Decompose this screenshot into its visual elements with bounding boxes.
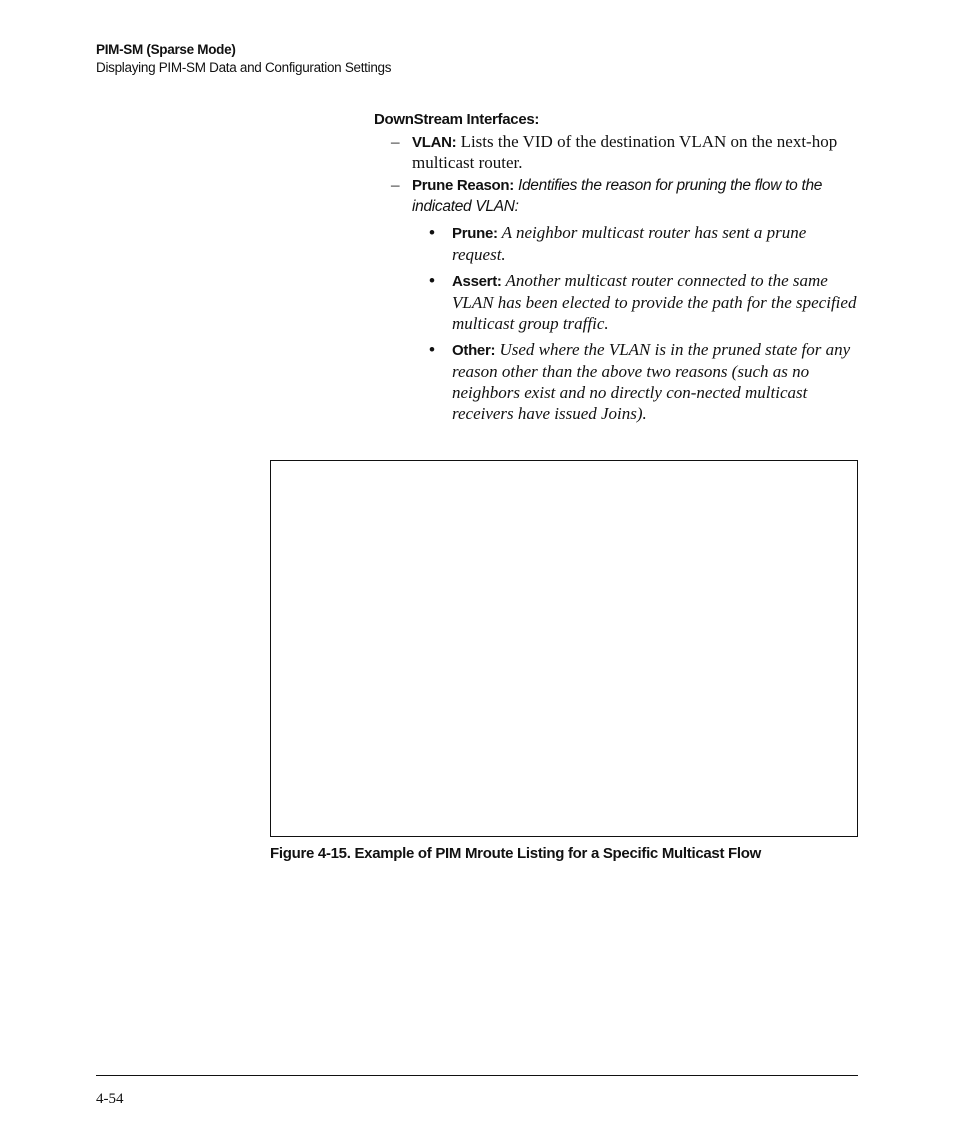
page-number: 4-54 [96,1091,124,1107]
term-assert: Assert: [452,273,502,290]
list-item-vlan [374,132,859,173]
list-item-prune-reason [374,175,859,217]
figure-caption: Figure 4-15. Example of PIM Mroute Listing for a Specific Multicast Flow [270,845,761,862]
section-heading: DownStream Interfaces: [374,111,540,128]
term-vlan: VLAN: [412,134,457,151]
bullet-item-assert [374,270,859,334]
dash-marker: – [391,132,400,151]
term-other: Other: [452,342,496,359]
figure-frame [270,460,858,837]
term-prune-reason: Prune Reason: [412,177,514,194]
header-section-title: Displaying PIM-SM Data and Configuration Settings [96,60,392,75]
header-chapter-title: PIM-SM (Sparse Mode) [96,42,236,57]
bullet-item-prune [374,222,859,265]
bullet-marker: • [429,271,435,290]
desc-vlan: Lists the VID of the destination VLAN on the next-hop multicast router. [412,132,838,172]
bullet-marker: • [429,340,435,359]
bullet-item-other [374,339,859,424]
desc-prune: A neighbor multicast router has sent a prune request. [452,223,807,264]
desc-other: Used where the VLAN is in the pruned state for any reason other than the above two reasons (such as no neighbors exist and no directly con-nected multicast receivers have issued Joins). [452,340,851,423]
dash-marker: – [391,175,400,194]
running-header [96,41,391,77]
term-prune: Prune: [452,225,498,242]
footer-divider [96,1075,858,1076]
bullet-marker: • [429,223,435,242]
desc-assert: Another multicast router connected to the same VLAN has been elected to provide the path for the specified multicast group traffic. [452,271,857,333]
downstream-interfaces-section [374,110,859,424]
desc-prune-reason: Identifies the reason for pruning the flow to the indicated VLAN: [412,177,823,215]
